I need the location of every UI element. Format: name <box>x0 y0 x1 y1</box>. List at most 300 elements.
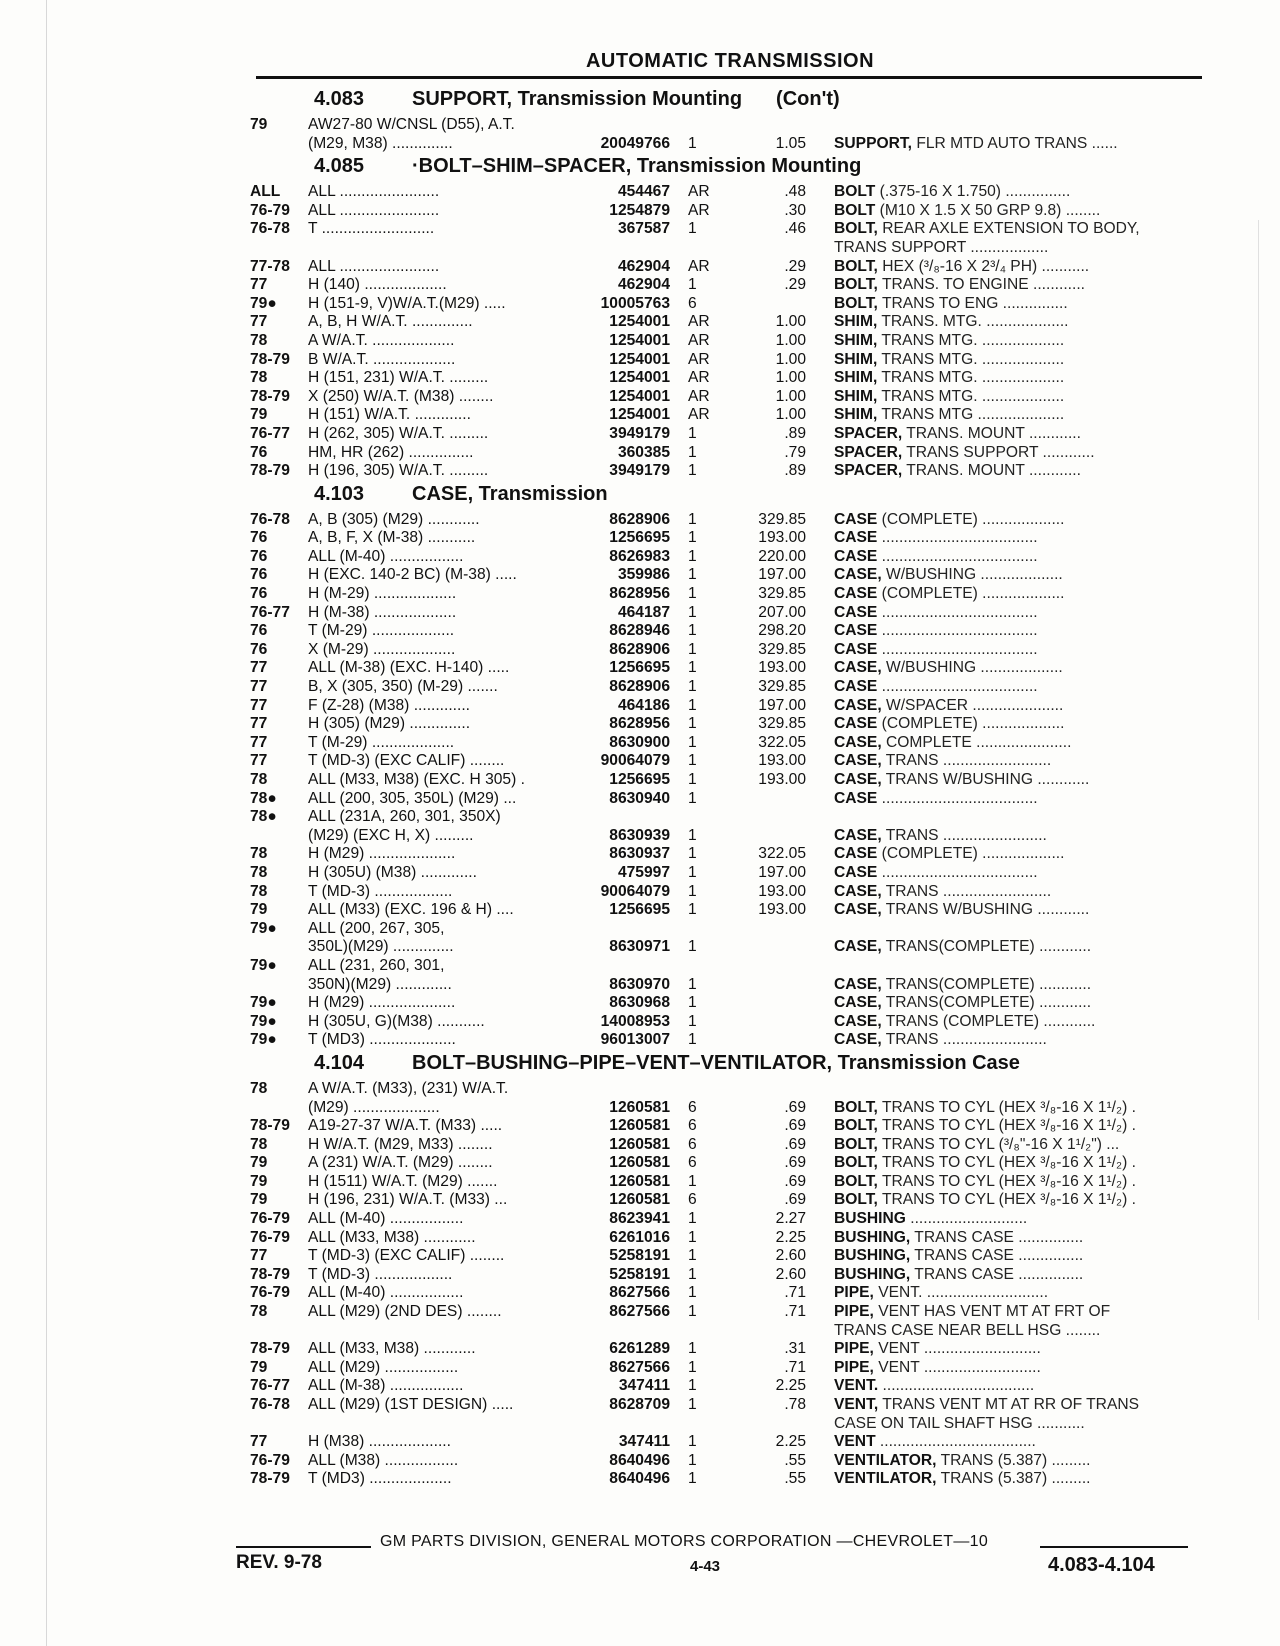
price: .69 <box>784 1117 806 1135</box>
part-row <box>250 351 1210 370</box>
price: 322.05 <box>758 845 806 863</box>
part-name <box>834 369 1210 388</box>
part-name <box>834 444 1210 463</box>
part-number: 90064079 <box>600 752 670 770</box>
application-desc: ALL (M-40) ................. <box>308 547 464 565</box>
year-code: 76-79 <box>250 1210 290 1228</box>
part-name <box>834 276 1210 295</box>
part-row <box>250 295 1210 314</box>
part-name-keyword: VENTILATOR, <box>834 1470 937 1488</box>
part-name <box>834 511 1210 530</box>
part-row <box>250 220 1210 239</box>
application-desc: ALL (M-40) ................. <box>308 1210 464 1228</box>
part-name-detail: .................................... <box>877 622 1038 640</box>
application-desc: T (MD-3) (EXC CALIF) ........ <box>308 1247 505 1265</box>
part-number: 8628956 <box>609 585 670 603</box>
part-name-keyword: SHIM, <box>834 313 878 331</box>
part-number: 1260581 <box>609 1117 670 1135</box>
quantity: AR <box>688 387 710 405</box>
part-number: 1254001 <box>609 406 670 424</box>
quantity: 1 <box>688 752 697 770</box>
part-name-keyword: CASE, <box>834 752 882 770</box>
year-code: 78● <box>250 808 277 826</box>
price: 220.00 <box>758 547 806 565</box>
part-name-detail: TRANS CASE ............... <box>910 1228 1084 1246</box>
part-name <box>834 622 1210 641</box>
part-name <box>834 462 1210 481</box>
quantity: AR <box>688 350 710 368</box>
part-name-keyword: CASE <box>834 603 878 621</box>
part-name-detail: TRANS CASE ............... <box>910 1247 1084 1265</box>
part-name-detail: TRANS SUPPORT ............ <box>902 443 1095 461</box>
quantity: 1 <box>688 826 697 844</box>
year-code: 77 <box>250 1247 268 1265</box>
part-name-keyword: CASE, <box>834 994 882 1012</box>
part-number: 8630900 <box>609 733 670 751</box>
part-number: 6261016 <box>609 1228 670 1246</box>
quantity <box>676 239 744 258</box>
part-number <box>578 957 676 976</box>
part-name <box>834 1117 1210 1136</box>
part-name-detail: TRANS ........................ <box>881 1031 1047 1049</box>
price: 193.00 <box>758 882 806 900</box>
part-name-keyword: CASE, <box>834 1031 882 1049</box>
part-number: 367587 <box>617 220 670 238</box>
part-name-detail: TRANS TO CYL (HEX ³/₈-16 X 1¹/₂) . <box>877 1117 1136 1135</box>
price <box>744 976 834 995</box>
part-row <box>250 388 1210 407</box>
part-name <box>834 406 1210 425</box>
price: 329.85 <box>758 510 806 528</box>
part-row <box>250 1099 1210 1118</box>
part-name-keyword: CASE <box>834 678 878 696</box>
year-code: 77 <box>250 733 268 751</box>
part-number: 454467 <box>617 183 670 201</box>
part-row <box>250 808 1210 827</box>
part-name <box>834 1322 1210 1341</box>
part-name <box>834 845 1210 864</box>
part-number: 96013007 <box>600 1031 670 1049</box>
part-name-keyword: BOLT <box>834 183 876 201</box>
year-code: 77 <box>250 715 268 733</box>
year-code <box>250 827 308 846</box>
part-number: 20049766 <box>600 134 670 152</box>
part-name-keyword: BOLT, <box>834 220 878 238</box>
part-name <box>834 202 1210 221</box>
application-desc: H (M29) .................... <box>308 994 456 1012</box>
application-desc: A (231) W/A.T. (M29) ........ <box>308 1154 493 1172</box>
part-name <box>834 1284 1210 1303</box>
part-number: 8630940 <box>609 789 670 807</box>
part-name-keyword: CASE, <box>834 771 882 788</box>
part-row <box>250 994 1210 1013</box>
part-row <box>250 1322 1210 1341</box>
part-row <box>250 276 1210 295</box>
part-row <box>250 258 1210 277</box>
part-number <box>578 1415 676 1434</box>
application-desc: T (M-29) ................... <box>308 622 455 640</box>
application-desc: ALL ....................... <box>308 257 440 275</box>
price: .55 <box>784 1470 806 1488</box>
price: 193.00 <box>758 771 806 788</box>
part-name-keyword: BUSHING, <box>834 1247 911 1265</box>
part-row <box>250 920 1210 939</box>
part-name-keyword: CASE <box>834 640 878 658</box>
application-desc <box>308 239 578 258</box>
part-number: 1256695 <box>609 529 670 547</box>
section-number: 4.104 <box>314 1051 365 1074</box>
part-name <box>834 1154 1210 1173</box>
price: 2.25 <box>775 1433 806 1451</box>
price: 193.00 <box>758 752 806 770</box>
part-name-detail: (.375-16 X 1.750) ............... <box>875 183 1071 201</box>
part-name-detail: .................................... <box>877 640 1038 658</box>
part-row <box>250 529 1210 548</box>
part-name-detail: TRANS W/BUSHING ............ <box>881 771 1090 788</box>
part-name-detail: TRANS (COMPLETE) ............ <box>881 1012 1096 1030</box>
part-name <box>834 332 1210 351</box>
part-number: 1256695 <box>609 771 670 788</box>
quantity: 6 <box>688 1098 697 1116</box>
year-code: 78 <box>250 1079 268 1097</box>
price <box>744 957 834 976</box>
part-name <box>834 715 1210 734</box>
application-desc: A W/A.T. (M33), (231) W/A.T. <box>308 1079 509 1097</box>
part-name-keyword: CASE <box>834 863 878 881</box>
part-name-keyword: SHIM, <box>834 331 878 349</box>
part-name-detail: TRANS TO ENG ............... <box>877 294 1068 312</box>
year-code: 79 <box>250 406 268 424</box>
year-code: 79● <box>250 956 277 974</box>
year-code: 78-79 <box>250 462 290 480</box>
part-name-detail: TRANS TO CYL (HEX ³/₈-16 X 1¹/₂) . <box>877 1191 1136 1209</box>
year-code: 76-79 <box>250 1451 290 1469</box>
year-code: 77 <box>250 752 268 770</box>
quantity: AR <box>688 257 710 275</box>
price <box>744 1080 834 1099</box>
part-number: 462904 <box>617 276 670 294</box>
part-name-detail: COMPLETE ...................... <box>881 733 1072 751</box>
price <box>744 116 834 135</box>
quantity: 1 <box>688 462 697 480</box>
part-name <box>834 313 1210 332</box>
application-desc: A19-27-37 W/A.T. (M33) ..... <box>308 1117 503 1135</box>
footer-section-range: 4.083-4.104 <box>1048 1554 1155 1576</box>
part-name <box>834 295 1210 314</box>
application-desc: T (MD3) ................... <box>308 1470 452 1488</box>
quantity <box>676 920 744 939</box>
price: 1.05 <box>775 134 806 152</box>
part-number: 8628709 <box>609 1396 670 1413</box>
application-desc: 350L)(M29) .............. <box>308 938 454 956</box>
part-name <box>834 827 1210 846</box>
quantity: 6 <box>688 294 697 312</box>
part-number: 1260581 <box>609 1191 670 1209</box>
price: 1.00 <box>775 387 806 405</box>
year-code: 76 <box>250 585 268 603</box>
part-number: 8630970 <box>609 975 670 993</box>
footer-division: GM PARTS DIVISION, GENERAL MOTORS CORPORATION —CHEVROLET—10 <box>380 1533 989 1550</box>
quantity: 1 <box>688 566 697 584</box>
price: 329.85 <box>758 585 806 603</box>
year-code: 78 <box>250 845 268 863</box>
footer-page-number: 4-43 <box>690 1558 721 1575</box>
section-title: SUPPORT, Transmission Mounting <box>412 88 743 110</box>
quantity: 1 <box>688 1396 697 1413</box>
part-name-keyword: BUSHING, <box>834 1228 911 1246</box>
part-name-keyword: CASE <box>834 622 878 640</box>
part-name-detail: (COMPLETE) ................... <box>877 845 1065 863</box>
quantity <box>676 808 744 827</box>
quantity: 1 <box>688 510 697 528</box>
application-desc: H (M-29) ................... <box>308 585 457 603</box>
part-name-detail: W/SPACER ..................... <box>881 696 1064 714</box>
application-desc: ALL (231A, 260, 301, 350X) <box>308 808 501 826</box>
year-code: 78-79 <box>250 1117 290 1135</box>
part-row <box>250 1396 1210 1415</box>
page-title: AUTOMATIC TRANSMISSION <box>585 50 875 72</box>
part-name <box>834 1210 1210 1229</box>
part-name <box>834 1173 1210 1192</box>
part-name <box>834 566 1210 585</box>
part-row <box>250 622 1210 641</box>
section-number: 4.085 <box>314 155 365 178</box>
application-desc: A W/A.T. ................... <box>308 331 455 349</box>
part-name <box>834 604 1210 623</box>
quantity: 1 <box>688 529 697 547</box>
application-desc: H (151) W/A.T. ............. <box>308 406 471 424</box>
quantity: 1 <box>688 938 697 956</box>
part-name-keyword: BUSHING, <box>834 1265 911 1283</box>
quantity <box>676 1415 744 1434</box>
part-name-keyword: VENTILATOR, <box>834 1451 937 1469</box>
part-number: 1254001 <box>609 313 670 331</box>
part-number: 360385 <box>617 443 670 461</box>
part-name-detail: TRANS(COMPLETE) ............ <box>881 938 1092 956</box>
application-desc: A, B (305) (M29) ............ <box>308 510 480 528</box>
part-row <box>250 1080 1210 1099</box>
application-desc: X (250) W/A.T. (M38) ........ <box>308 387 494 405</box>
part-row <box>250 183 1210 202</box>
part-row <box>250 1433 1210 1452</box>
part-number <box>578 1080 676 1099</box>
quantity: 1 <box>688 1470 697 1488</box>
application-desc: H (140) ................... <box>308 276 447 294</box>
part-number: 8628946 <box>609 622 670 640</box>
part-row <box>250 116 1210 135</box>
part-name-detail: TRANS. MOUNT ............ <box>902 462 1081 480</box>
part-name-detail: HEX (³/₈-16 X 2³/₄ PH) ........... <box>877 257 1090 275</box>
part-name <box>834 901 1210 920</box>
part-name <box>834 1247 1210 1266</box>
part-name-detail: TRANS MTG .................... <box>877 406 1065 424</box>
part-number: 1260581 <box>609 1098 670 1116</box>
part-name-keyword: SHIM, <box>834 387 878 405</box>
price <box>744 827 834 846</box>
part-row <box>250 1452 1210 1471</box>
part-name-keyword: BOLT, <box>834 1191 878 1209</box>
application-desc: H (305U, G)(M38) ........... <box>308 1012 485 1030</box>
quantity: 1 <box>688 622 697 640</box>
part-name <box>834 957 1210 976</box>
part-number: 8626983 <box>609 547 670 565</box>
year-code: 76-77 <box>250 1377 290 1395</box>
quantity <box>676 1080 744 1099</box>
section-heading <box>250 1052 1210 1080</box>
part-row <box>250 135 1210 154</box>
part-number: 14008953 <box>600 1012 670 1030</box>
price: .29 <box>784 257 806 275</box>
part-name-detail: TRANS CASE NEAR BELL HSG ........ <box>834 1321 1101 1339</box>
part-name <box>834 1266 1210 1285</box>
part-name <box>834 1136 1210 1155</box>
part-number: 8627566 <box>609 1303 670 1321</box>
part-number <box>578 808 676 827</box>
quantity: 1 <box>688 789 697 807</box>
part-row <box>250 1415 1210 1434</box>
year-code: 79 <box>250 1154 268 1172</box>
part-name-detail: TRANS MTG. ................... <box>877 350 1065 368</box>
application-desc: H (305U) (M38) ............. <box>308 863 477 881</box>
year-code: 77 <box>250 659 268 677</box>
year-code: 78 <box>250 863 268 881</box>
part-name-detail: TRANS SUPPORT .................. <box>834 238 1049 256</box>
part-name-detail: TRANS TO CYL (HEX ³/₈-16 X 1¹/₂) . <box>877 1172 1136 1190</box>
price: .69 <box>784 1135 806 1153</box>
application-desc: H (196, 305) W/A.T. ......... <box>308 462 489 480</box>
quantity: 1 <box>688 640 697 658</box>
year-code: 78-79 <box>250 1265 290 1283</box>
part-name <box>834 220 1210 239</box>
part-number: 8628906 <box>609 510 670 528</box>
part-name-keyword: CASE <box>834 529 878 547</box>
quantity: 1 <box>688 443 697 461</box>
part-name <box>834 938 1210 957</box>
part-name <box>834 529 1210 548</box>
price <box>744 808 834 827</box>
part-number <box>578 920 676 939</box>
application-desc: T (MD-3) .................. <box>308 1265 453 1283</box>
part-name-detail: TRANS(COMPLETE) ............ <box>881 994 1092 1012</box>
part-name <box>834 976 1210 995</box>
part-name-detail: TRANS ........................ <box>881 826 1047 844</box>
part-row <box>250 641 1210 660</box>
year-code: 76-78 <box>250 220 290 238</box>
part-number: 475997 <box>617 863 670 881</box>
application-desc: H (305) (M29) .............. <box>308 715 471 733</box>
part-row <box>250 790 1210 809</box>
part-row <box>250 548 1210 567</box>
part-name-detail: VENT. ............................ <box>873 1284 1049 1302</box>
year-code: ALL <box>250 183 281 201</box>
part-number: 462904 <box>617 257 670 275</box>
price: 1.00 <box>775 406 806 424</box>
part-number <box>578 116 676 135</box>
price: .69 <box>784 1098 806 1116</box>
year-code: 79 <box>250 1191 268 1209</box>
part-row <box>250 1031 1210 1050</box>
price <box>744 295 834 314</box>
part-name <box>834 116 1210 135</box>
part-name-keyword: CASE <box>834 789 878 807</box>
part-row <box>250 1229 1210 1248</box>
year-code: 76-79 <box>250 201 290 219</box>
application-desc: F (Z-28) (M38) ............. <box>308 696 471 714</box>
year-code: 77 <box>250 696 268 714</box>
part-name <box>834 1452 1210 1471</box>
part-name-detail: .................................... <box>877 678 1038 696</box>
part-name-detail: W/BUSHING ................... <box>881 659 1063 677</box>
part-row <box>250 659 1210 678</box>
part-number: 1256695 <box>609 901 670 919</box>
application-desc: ALL (M29) (2ND DES) ........ <box>308 1303 502 1321</box>
part-name <box>834 1191 1210 1210</box>
year-code: 76 <box>250 547 268 565</box>
application-desc: H W/A.T. (M29, M33) ........ <box>308 1135 493 1153</box>
part-name-keyword: VENT, <box>834 1396 879 1413</box>
part-number: 464186 <box>617 696 670 714</box>
price: 322.05 <box>758 733 806 751</box>
application-desc: ALL (M29) ................. <box>308 1358 459 1376</box>
application-desc: H (M-38) ................... <box>308 603 457 621</box>
quantity: 1 <box>688 1451 697 1469</box>
quantity: 1 <box>688 715 697 733</box>
part-name-keyword: BUSHING <box>834 1210 906 1228</box>
year-code: 76-78 <box>250 1396 290 1413</box>
part-name-detail: (COMPLETE) ................... <box>877 715 1065 733</box>
quantity: 1 <box>688 1377 697 1395</box>
year-code: 79● <box>250 994 277 1012</box>
part-name-keyword: BOLT, <box>834 1172 878 1190</box>
part-name <box>834 388 1210 407</box>
section-continued: (Con't) <box>776 88 840 110</box>
part-number: 90064079 <box>600 882 670 900</box>
quantity: 6 <box>688 1117 697 1135</box>
part-name-detail: TRANS MTG. ................... <box>877 331 1065 349</box>
quantity: 1 <box>688 1265 697 1283</box>
part-row <box>250 1303 1210 1322</box>
part-name-detail: TRANS (5.387) ......... <box>936 1470 1091 1488</box>
part-name-keyword: BOLT, <box>834 294 878 312</box>
part-name-keyword: SUPPORT, <box>834 134 912 152</box>
part-name <box>834 425 1210 444</box>
part-name-detail: CASE ON TAIL SHAFT HSG ........... <box>834 1414 1085 1432</box>
part-row <box>250 202 1210 221</box>
year-code: 76-77 <box>250 603 290 621</box>
application-desc: ALL (200, 305, 350L) (M29) ... <box>308 789 517 807</box>
part-name-keyword: CASE, <box>834 882 882 900</box>
part-row <box>250 827 1210 846</box>
quantity: 1 <box>688 1340 697 1358</box>
quantity: 1 <box>688 276 697 294</box>
part-name-keyword: CASE, <box>834 566 882 584</box>
year-code: 78 <box>250 882 268 900</box>
part-name-detail: .................................... <box>877 863 1038 881</box>
quantity: 1 <box>688 882 697 900</box>
part-number: 1254001 <box>609 350 670 368</box>
part-name-detail: VENT HAS VENT MT AT FRT OF <box>873 1303 1111 1321</box>
part-name <box>834 1080 1210 1099</box>
quantity <box>676 116 744 135</box>
quantity <box>676 1322 744 1341</box>
price: 1.00 <box>775 350 806 368</box>
price: .30 <box>784 201 806 219</box>
part-name-keyword: PIPE, <box>834 1284 874 1302</box>
quantity: 1 <box>688 424 697 442</box>
year-code: 78 <box>250 331 268 349</box>
part-row <box>250 444 1210 463</box>
price: 197.00 <box>758 566 806 584</box>
